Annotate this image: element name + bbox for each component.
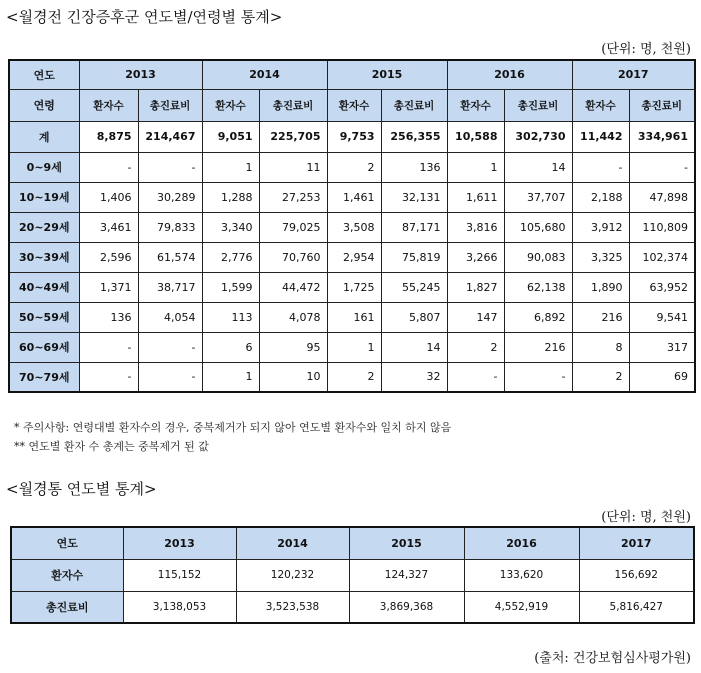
cost-cell: 9,541 bbox=[629, 302, 695, 332]
value-cell: 3,523,538 bbox=[236, 591, 349, 623]
patients-header: 환자수 bbox=[327, 89, 381, 121]
row-label: 0~9세 bbox=[9, 152, 79, 182]
cost-cell: 63,952 bbox=[629, 272, 695, 302]
cost-cell: 216 bbox=[504, 332, 572, 362]
cost-cell: 30,289 bbox=[138, 182, 202, 212]
patients-header: 환자수 bbox=[79, 89, 138, 121]
cost-cell: 136 bbox=[381, 152, 447, 182]
section1-unit: (단위: 명, 천원) bbox=[601, 42, 691, 57]
patients-cell: - bbox=[79, 332, 138, 362]
section2-title: <월경통 연도별 통계> bbox=[6, 480, 157, 498]
cost-cell: 90,083 bbox=[504, 242, 572, 272]
cost-header: 총진료비 bbox=[138, 89, 202, 121]
patients-cell: 147 bbox=[447, 302, 504, 332]
cost-cell: - bbox=[138, 362, 202, 392]
cost-cell: 87,171 bbox=[381, 212, 447, 242]
patients-header: 환자수 bbox=[572, 89, 629, 121]
table-row bbox=[11, 559, 694, 591]
year-header-row bbox=[11, 527, 694, 559]
patients-cell: 161 bbox=[327, 302, 381, 332]
cost-cell: 79,833 bbox=[138, 212, 202, 242]
row-label: 총진료비 bbox=[11, 591, 123, 623]
year-header: 2015 bbox=[327, 60, 447, 89]
patients-cell: 113 bbox=[202, 302, 259, 332]
table-row bbox=[11, 591, 694, 623]
patients-cell: 1 bbox=[202, 362, 259, 392]
patients-cell: 2,954 bbox=[327, 242, 381, 272]
cost-cell: 6,892 bbox=[504, 302, 572, 332]
patients-cell: 2 bbox=[327, 362, 381, 392]
patients-cell: 3,325 bbox=[572, 242, 629, 272]
patients-cell: 1,599 bbox=[202, 272, 259, 302]
cost-cell: - bbox=[138, 152, 202, 182]
cost-header: 총진료비 bbox=[381, 89, 447, 121]
age-header-label: 연령 bbox=[9, 89, 79, 121]
cost-cell: 79,025 bbox=[259, 212, 327, 242]
section2-unit: (단위: 명, 천원) bbox=[601, 510, 691, 525]
patients-cell: 1 bbox=[447, 152, 504, 182]
cost-cell: 317 bbox=[629, 332, 695, 362]
dysmenorrhea-stats-table bbox=[10, 526, 695, 624]
sub-header-row bbox=[9, 89, 695, 121]
year-header-row bbox=[9, 60, 695, 89]
patients-cell: 10,588 bbox=[447, 121, 504, 152]
cost-cell: 214,467 bbox=[138, 121, 202, 152]
row-label: 40~49세 bbox=[9, 272, 79, 302]
table-row bbox=[9, 182, 695, 212]
pms-stats-table bbox=[8, 59, 696, 393]
cost-cell: 225,705 bbox=[259, 121, 327, 152]
patients-cell: 3,912 bbox=[572, 212, 629, 242]
row-label: 30~39세 bbox=[9, 242, 79, 272]
patients-cell: 8,875 bbox=[79, 121, 138, 152]
table-row bbox=[9, 212, 695, 242]
row-label: 10~19세 bbox=[9, 182, 79, 212]
patients-cell: 6 bbox=[202, 332, 259, 362]
patients-cell: 1,461 bbox=[327, 182, 381, 212]
row-label: 50~59세 bbox=[9, 302, 79, 332]
cost-cell: 32,131 bbox=[381, 182, 447, 212]
table-row bbox=[9, 242, 695, 272]
note-1: * 주의사항: 연령대별 환자수의 경우, 중복제거가 되지 않아 연도별 환자수와 일치 하지 않음 bbox=[14, 421, 452, 434]
row-label: 60~69세 bbox=[9, 332, 79, 362]
patients-cell: 9,051 bbox=[202, 121, 259, 152]
year-header: 2013 bbox=[123, 527, 236, 559]
cost-cell: 14 bbox=[381, 332, 447, 362]
table-row bbox=[9, 332, 695, 362]
cost-cell: 102,374 bbox=[629, 242, 695, 272]
source-note: (출처: 건강보험심사평가원) bbox=[534, 651, 691, 666]
row-label: 환자수 bbox=[11, 559, 123, 591]
value-cell: 124,327 bbox=[349, 559, 464, 591]
table-row bbox=[9, 302, 695, 332]
cost-cell: 95 bbox=[259, 332, 327, 362]
cost-cell: 334,961 bbox=[629, 121, 695, 152]
patients-header: 환자수 bbox=[447, 89, 504, 121]
cost-cell: - bbox=[629, 152, 695, 182]
year-header: 2015 bbox=[349, 527, 464, 559]
year-header-label: 연도 bbox=[11, 527, 123, 559]
patients-cell: 2 bbox=[572, 362, 629, 392]
value-cell: 3,138,053 bbox=[123, 591, 236, 623]
total-row bbox=[9, 121, 695, 152]
patients-cell: 2 bbox=[447, 332, 504, 362]
patients-cell: 1,611 bbox=[447, 182, 504, 212]
patients-cell: - bbox=[79, 152, 138, 182]
patients-cell: 1,371 bbox=[79, 272, 138, 302]
patients-cell: 1,288 bbox=[202, 182, 259, 212]
year-header: 2017 bbox=[579, 527, 694, 559]
year-header: 2014 bbox=[236, 527, 349, 559]
value-cell: 133,620 bbox=[464, 559, 579, 591]
patients-header: 환자수 bbox=[202, 89, 259, 121]
cost-header: 총진료비 bbox=[629, 89, 695, 121]
cost-cell: 10 bbox=[259, 362, 327, 392]
patients-cell: 2,188 bbox=[572, 182, 629, 212]
cost-cell: 256,355 bbox=[381, 121, 447, 152]
cost-cell: 4,078 bbox=[259, 302, 327, 332]
row-label: 20~29세 bbox=[9, 212, 79, 242]
cost-cell: 55,245 bbox=[381, 272, 447, 302]
value-cell: 120,232 bbox=[236, 559, 349, 591]
row-label: 70~79세 bbox=[9, 362, 79, 392]
cost-cell: 11 bbox=[259, 152, 327, 182]
patients-cell: 3,461 bbox=[79, 212, 138, 242]
patients-cell: 136 bbox=[79, 302, 138, 332]
cost-cell: 47,898 bbox=[629, 182, 695, 212]
cost-cell: 61,574 bbox=[138, 242, 202, 272]
patients-cell: 2,596 bbox=[79, 242, 138, 272]
patients-cell: 3,340 bbox=[202, 212, 259, 242]
cost-cell: - bbox=[504, 362, 572, 392]
value-cell: 3,869,368 bbox=[349, 591, 464, 623]
cost-cell: 62,138 bbox=[504, 272, 572, 302]
cost-cell: 105,680 bbox=[504, 212, 572, 242]
cost-cell: 32 bbox=[381, 362, 447, 392]
year-header: 2013 bbox=[79, 60, 202, 89]
cost-cell: 69 bbox=[629, 362, 695, 392]
year-header: 2014 bbox=[202, 60, 327, 89]
note-2: ** 연도별 환자 수 총계는 중복제거 된 값 bbox=[14, 440, 209, 453]
table-row bbox=[9, 152, 695, 182]
patients-cell: 1 bbox=[327, 332, 381, 362]
patients-cell: 11,442 bbox=[572, 121, 629, 152]
cost-cell: 27,253 bbox=[259, 182, 327, 212]
year-header: 2016 bbox=[447, 60, 572, 89]
patients-cell: 3,266 bbox=[447, 242, 504, 272]
cost-header: 총진료비 bbox=[259, 89, 327, 121]
cost-cell: 75,819 bbox=[381, 242, 447, 272]
patients-cell: - bbox=[572, 152, 629, 182]
cost-cell: 44,472 bbox=[259, 272, 327, 302]
patients-cell: 2,776 bbox=[202, 242, 259, 272]
patients-cell: 1,725 bbox=[327, 272, 381, 302]
year-header: 2016 bbox=[464, 527, 579, 559]
year-header: 2017 bbox=[572, 60, 695, 89]
cost-cell: 70,760 bbox=[259, 242, 327, 272]
patients-cell: - bbox=[447, 362, 504, 392]
patients-cell: 3,816 bbox=[447, 212, 504, 242]
cost-cell: 38,717 bbox=[138, 272, 202, 302]
value-cell: 5,816,427 bbox=[579, 591, 694, 623]
patients-cell: 1 bbox=[202, 152, 259, 182]
year-header-label: 연도 bbox=[9, 60, 79, 89]
section1-title: <월경전 긴장증후군 연도별/연령별 통계> bbox=[6, 8, 283, 26]
cost-cell: - bbox=[138, 332, 202, 362]
patients-cell: 3,508 bbox=[327, 212, 381, 242]
patients-cell: - bbox=[79, 362, 138, 392]
patients-cell: 8 bbox=[572, 332, 629, 362]
cost-cell: 14 bbox=[504, 152, 572, 182]
cost-cell: 302,730 bbox=[504, 121, 572, 152]
cost-cell: 5,807 bbox=[381, 302, 447, 332]
patients-cell: 1,827 bbox=[447, 272, 504, 302]
patients-cell: 216 bbox=[572, 302, 629, 332]
table-row bbox=[9, 272, 695, 302]
cost-cell: 110,809 bbox=[629, 212, 695, 242]
value-cell: 115,152 bbox=[123, 559, 236, 591]
cost-cell: 4,054 bbox=[138, 302, 202, 332]
patients-cell: 2 bbox=[327, 152, 381, 182]
row-label: 계 bbox=[9, 121, 79, 152]
patients-cell: 1,890 bbox=[572, 272, 629, 302]
cost-cell: 37,707 bbox=[504, 182, 572, 212]
value-cell: 156,692 bbox=[579, 559, 694, 591]
cost-header: 총진료비 bbox=[504, 89, 572, 121]
table-row bbox=[9, 362, 695, 392]
patients-cell: 9,753 bbox=[327, 121, 381, 152]
value-cell: 4,552,919 bbox=[464, 591, 579, 623]
patients-cell: 1,406 bbox=[79, 182, 138, 212]
